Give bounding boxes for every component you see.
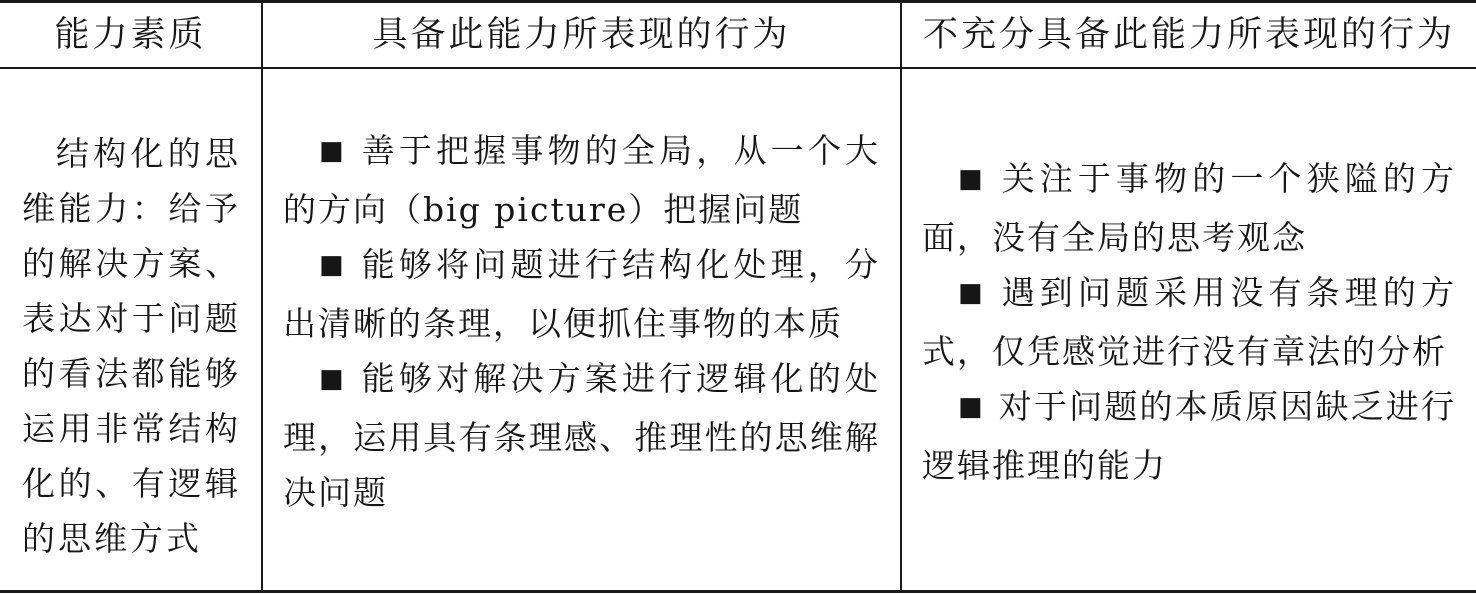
bullet-icon: ■	[958, 278, 988, 308]
lacks-behavior-text-1: 关注于事物的一个狭隘的方面，没有全局的思考观念	[922, 159, 1456, 257]
header-quality: 能力素质	[0, 2, 262, 69]
has-behavior-text-2: 能够将问题进行结构化处理，分出清晰的条理，以便抓住事物的本质	[283, 245, 880, 343]
has-behavior-text-1: 善于把握事物的全局，从一个大的方向（big picture）把握问题	[283, 131, 880, 229]
lacks-behavior-text-3: 对于问题的本质原因缺乏进行逻辑推理的能力	[922, 387, 1457, 485]
header-lacks-behavior: 不充分具备此能力所表现的行为	[901, 2, 1476, 69]
bullet-icon: ■	[319, 364, 348, 394]
bullet-icon: ■	[319, 250, 348, 280]
list-item	[283, 237, 880, 351]
list-item	[283, 123, 880, 237]
table-header-row	[0, 2, 1476, 69]
quality-text: 结构化的思维能力：给予的解决方案、表达对于问题的看法都能够运用非常结构化的、有逻辑的思维方式	[22, 134, 241, 558]
header-has-behavior: 具备此能力所表现的行为	[262, 2, 901, 69]
lacks-behavior-text-2: 遇到问题采用没有条理的方式，仅凭感觉进行没有章法的分析	[922, 273, 1456, 371]
quality-cell	[0, 68, 262, 592]
list-item	[922, 151, 1456, 265]
bullet-icon: ■	[958, 392, 985, 422]
list-item	[922, 265, 1456, 379]
has-behavior-cell	[262, 68, 901, 592]
list-item	[283, 351, 880, 520]
table-row	[0, 68, 1476, 592]
bullet-icon: ■	[319, 136, 348, 166]
lacks-behavior-cell	[901, 68, 1476, 592]
bullet-icon: ■	[958, 164, 988, 194]
has-behavior-text-3: 能够对解决方案进行逻辑化的处理，运用具有条理感、推理性的思维解决问题	[283, 359, 880, 512]
list-item	[922, 379, 1456, 493]
